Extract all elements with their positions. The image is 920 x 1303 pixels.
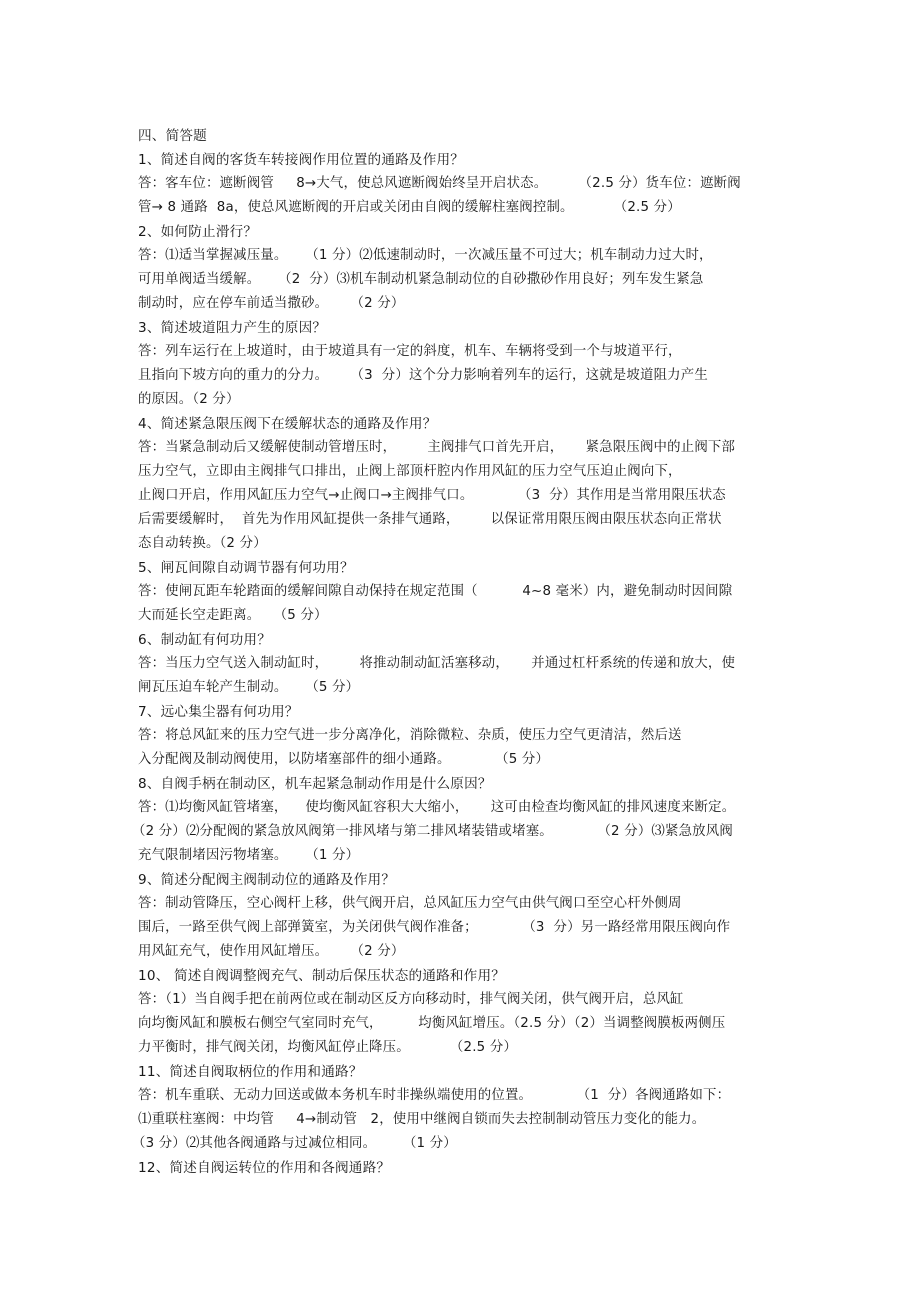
answer-line: 的原因。（2 分）	[138, 392, 240, 407]
answer-line: 止阀口开启，作用风缸压力空气→止阀口→主阀排气口。 （3 分）其作用是当常用限压状态	[138, 488, 726, 503]
question-heading: 4、简述紧急限压阀下在缓解状态的通路及作用？	[138, 416, 437, 432]
answer-line: 态自动转换。（2 分）	[138, 536, 267, 551]
answer-line: （2 分）⑵分配阀的紧急放风阀第一排风堵与第二排风堵装错或堵塞。 （2 分）⑶紧急放风阀	[132, 824, 733, 839]
answer-line: （3 分）⑵其他各阀通路与过减位相同。 （1 分）	[132, 1136, 457, 1151]
answer-line: 围后，一路至供气阀上部弹簧室，为关闭供气阀作准备； （3 分）另一路经常用限压阀向作	[138, 920, 731, 935]
section-title: 四、简答题	[138, 128, 207, 144]
answer-line: 管→ 8 通路 8a，使总风遮断阀的开启或关闭由自阀的缓解柱塞阀控制。 （2.5 分）	[138, 200, 681, 215]
answer-line: 充气限制堵因污物堵塞。 （1 分）	[138, 848, 360, 863]
question-heading: 6、制动缸有何功用？	[138, 632, 271, 648]
answer-line: 向均衡风缸和膜板右侧空气室同时充气， 均衡风缸增压。（2.5 分）（2）当调整阀膜板两侧压	[138, 1016, 726, 1031]
question-heading: 8、自阀手柄在制动区，机车起紧急制动作用是什么原因？	[138, 776, 492, 792]
answer-line: 入分配阀及制动阀使用，以防堵塞部件的细小通路。 （5 分）	[138, 752, 550, 767]
answer-line: 压力空气，立即由主阀排气口排出，止阀上部顶杆腔内作用风缸的压力空气压迫止阀向下，	[138, 464, 682, 479]
answer-line: 答：将总风缸来的压力空气进一步分离净化，消除微粒、杂质，使压力空气更清洁，然后送	[138, 728, 682, 743]
answer-line: 答：制动管降压，空心阀杆上移，供气阀开启，总风缸压力空气由供气阀口至空心杆外侧周	[138, 896, 682, 911]
question-heading: 2、如何防止滑行？	[138, 224, 258, 240]
question-heading: 7、远心集尘器有何功用？	[138, 704, 299, 720]
answer-line: 答：⑴适当掌握减压量。 （1 分）⑵低速制动时，一次减压量不可过大；机车制动力过大时，	[138, 248, 713, 263]
answer-line: 可用单阀适当缓解。 （2 分）⑶机车制动机紧急制动位的自砂撒砂作用良好；列车发生紧急	[138, 272, 704, 287]
answer-line: 答：⑴均衡风缸管堵塞， 使均衡风缸容积大大缩小， 这可由检查均衡风缸的排风速度来断定。	[138, 800, 736, 815]
answer-line: 答：（1）当自阀手把在前两位或在制动区反方向移动时，排气阀关闭，供气阀开启，总风缸	[138, 992, 684, 1007]
answer-line: 后需要缓解时， 首先为作用风缸提供一条排气通路， 以保证常用限压阀由限压状态向正常状	[138, 512, 722, 527]
answer-line: 制动时，应在停车前适当撒砂。 （2 分）	[138, 296, 405, 311]
answer-line: 答：机车重联、无动力回送或做本务机车时非操纵端使用的位置。 （1 分）各阀通路如下：	[138, 1088, 731, 1103]
answer-line: 且指向下坡方向的重力的分力。 （3 分）这个分力影响着列车的运行，这就是坡道阻力产生	[138, 368, 708, 383]
question-heading: 11、简述自阀取柄位的作用和通路？	[138, 1064, 363, 1080]
answer-line: 闸瓦压迫车轮产生制动。 （5 分）	[138, 680, 360, 695]
question-heading: 12、简述自阀运转位的作用和各阀通路？	[138, 1160, 391, 1176]
question-heading: 1、简述自阀的客货车转接阀作用位置的通路及作用？	[138, 152, 465, 168]
answer-line: 答：列车运行在上坡道时，由于坡道具有一定的斜度，机车、车辆将受到一个与坡道平行，	[138, 344, 682, 359]
answer-line: 答：客车位：遮断阀管 8→大气，使总风遮断阀始终呈开启状态。 （2.5 分）货车位：遮断阀	[138, 176, 741, 191]
answer-line: 答：当压力空气送入制动缸时， 将推动制动缸活塞移动， 并通过杠杆系统的传递和放大，使	[138, 656, 736, 671]
answer-line: 大而延长空走距离。 （5 分）	[138, 608, 328, 623]
question-heading: 10、 简述自阀调整阀充气、制动后保压状态的通路和作用？	[138, 968, 506, 984]
answer-line: 用风缸充气，使作用风缸增压。 （2 分）	[138, 944, 405, 959]
question-heading: 9、简述分配阀主阀制动位的通路及作用？	[138, 872, 396, 888]
answer-line: 答：使闸瓦距车轮踏面的缓解间隙自动保持在规定范围（ 4~8 毫米）内，避免制动时因间隙	[138, 584, 733, 599]
question-heading: 5、闸瓦间隙自动调节器有何功用？	[138, 560, 354, 576]
answer-line: 力平衡时，排气阀关闭，均衡风缸停止降压。 （2.5 分）	[138, 1040, 518, 1055]
answer-line: ⑴重联柱塞阀：中均管 4→制动管 2，使用中继阀自锁而失去控制制动管压力变化的能力。	[138, 1112, 706, 1127]
answer-line: 答：当紧急制动后又缓解使制动管增压时， 主阀排气口首先开启， 紧急限压阀中的止阀下部	[138, 440, 736, 455]
question-heading: 3、简述坡道阻力产生的原因？	[138, 320, 327, 336]
